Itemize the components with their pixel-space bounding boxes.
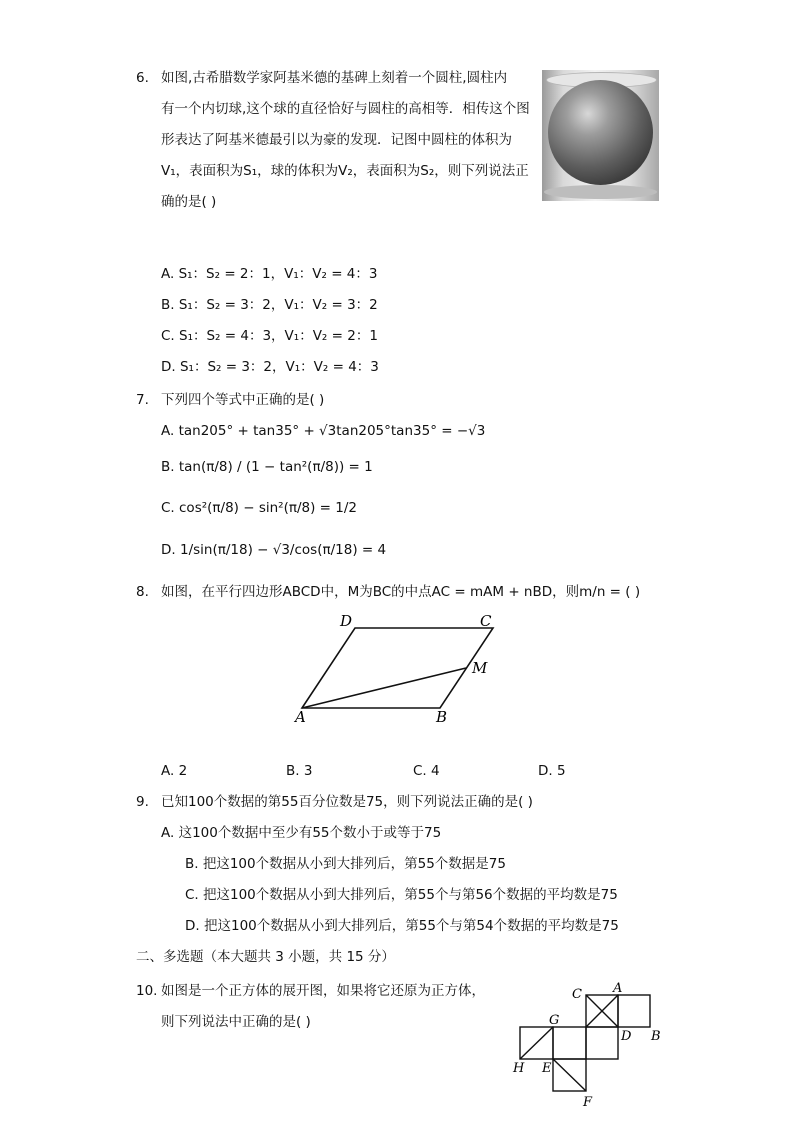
label-b: B [436,708,448,726]
q6-number: 6. [136,70,149,86]
q7-stem: 下列四个等式中正确的是( ) [161,392,325,408]
label-d: D [340,612,353,630]
q6-line-5: 确的是( ) [161,194,217,210]
q9-option-a: A. 这100个数据中至少有55个数小于或等于75 [161,825,442,841]
label-a: A [613,981,623,996]
q9-option-c: C. 把这100个数据从小到大排列后，第55个与第56个数据的平均数是75 [185,887,618,903]
net-diagonal [520,1027,553,1059]
net-square [586,1027,618,1059]
q6-option-d: D. S₁：S₂ = 3：2，V₁：V₂ = 4：3 [161,359,379,375]
label-c: C [572,987,582,1002]
label-m: M [472,659,488,677]
net-diagonal [553,1059,586,1091]
q9-stem: 已知100个数据的第55百分位数是75，则下列说法正确的是( ) [161,794,533,810]
inscribed-sphere [548,80,653,185]
cylinder-sphere-figure [542,70,659,201]
q7-option-b: B. tan(π/8) / (1 − tan²(π/8)) = 1 [161,459,373,475]
q7-option-c: C. cos²(π/8) − sin²(π/8) = 1/2 [161,500,358,516]
q9-option-d: D. 把这100个数据从小到大排列后，第55个与第54个数据的平均数是75 [185,918,619,934]
net-square [618,995,650,1027]
label-b: B [651,1029,661,1044]
label-a: A [295,708,306,726]
q6-option-a: A. S₁：S₂ = 2：1，V₁：V₂ = 4：3 [161,266,378,282]
q9-option-b: B. 把这100个数据从小到大排列后，第55个数据是75 [185,856,506,872]
label-d: D [621,1029,632,1044]
q6-line-3: 形表达了阿基米德最引以为豪的发现．记图中圆柱的体积为 [161,132,512,148]
q9-number: 9. [136,794,149,810]
q8-option-c: C. 4 [413,763,440,779]
q7-option-a: A. tan205° + tan35° + √3tan205°tan35° = −√3 [161,423,486,439]
parallelogram-figure [290,608,500,726]
q7-option-d: D. 1/sin(π/18) − √3/cos(π/18) = 4 [161,542,387,558]
label-e: E [542,1061,552,1076]
label-f: F [583,1095,593,1110]
q6-option-b: B. S₁：S₂ = 3：2，V₁：V₂ = 3：2 [161,297,378,313]
q6-line-2: 有一个内切球,这个球的直径恰好与圆柱的高相等．相传这个图 [161,101,530,117]
q7-number: 7. [136,392,149,408]
q6-line-4: V₁，表面积为S₁，球的体积为V₂，表面积为S₂，则下列说法正 [161,163,529,179]
q8-stem: 如图，在平行四边形ABCD中，M为BC的中点AC = mAM + nBD，则m/n = ( ) [161,584,641,600]
section-multi-choice-title: 二、多选题（本大题共 3 小题，共 15 分） [136,949,395,965]
q6-option-c: C. S₁：S₂ = 4：3，V₁：V₂ = 2：1 [161,328,378,344]
segment-am [302,668,466,708]
q8-option-d: D. 5 [538,763,566,779]
q8-option-b: B. 3 [286,763,313,779]
q8-number: 8. [136,584,149,600]
q6-line-1: 如图,古希腊数学家阿基米德的基碑上刻着一个圆柱,圆柱内 [161,70,508,86]
q8-option-a: A. 2 [161,763,188,779]
net-square [553,1027,586,1059]
q10-line-2: 则下列说法中正确的是( ) [161,1014,311,1030]
q10-number: 10. [136,983,158,999]
label-c: C [480,612,492,630]
cube-net-figure [505,978,675,1113]
label-g: G [549,1013,560,1028]
q10-line-1: 如图是一个正方体的展开图，如果将它还原为正方体， [161,983,485,999]
label-h: H [513,1061,525,1076]
cylinder-bottom-ellipse [544,185,657,199]
